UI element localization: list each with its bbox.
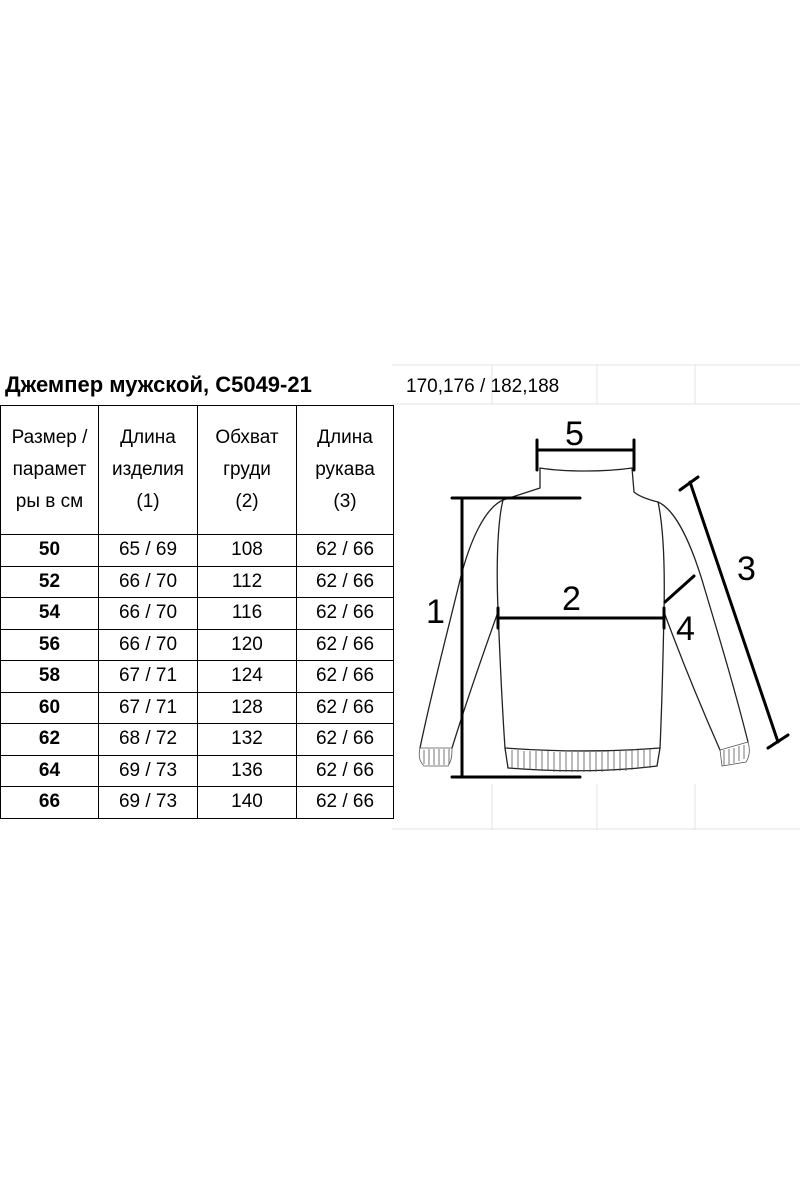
cell-chest: 108 — [198, 535, 297, 567]
cell-length: 69 / 73 — [99, 787, 198, 819]
cell-length: 68 / 72 — [99, 724, 198, 756]
cell-length: 67 / 71 — [99, 692, 198, 724]
cell-size: 50 — [1, 535, 99, 567]
header-sleeve-line3: (3) — [333, 491, 357, 512]
cell-sleeve: 62 / 66 — [297, 629, 394, 661]
sleeve-length-line — [690, 482, 778, 742]
table-row — [1, 629, 394, 661]
cell-size: 62 — [1, 724, 99, 756]
header-chest-line1: Обхват — [215, 427, 279, 448]
cell-chest: 112 — [198, 566, 297, 598]
header-size-line3: ры в см — [15, 491, 84, 512]
cell-chest: 128 — [198, 692, 297, 724]
cell-size: 56 — [1, 629, 99, 661]
table-row — [1, 661, 394, 693]
cell-sleeve: 62 / 66 — [297, 755, 394, 787]
jumper-measurement-diagram — [400, 405, 800, 805]
cell-sleeve: 62 / 66 — [297, 787, 394, 819]
header-size-line1: Размер / — [11, 427, 88, 448]
cell-size: 66 — [1, 787, 99, 819]
header-length-line3: (1) — [136, 491, 160, 512]
header-sleeve-line2: рукава — [315, 459, 375, 480]
cell-chest: 120 — [198, 629, 297, 661]
cell-size: 58 — [1, 661, 99, 693]
header-chest-line2: груди — [223, 459, 271, 480]
header-chest — [198, 406, 297, 535]
measurement-lines — [452, 440, 788, 777]
label-3: 3 — [737, 550, 756, 588]
header-sleeve — [297, 406, 394, 535]
cell-length: 66 / 70 — [99, 566, 198, 598]
table-row — [1, 566, 394, 598]
table-row — [1, 598, 394, 630]
cuff-line — [665, 576, 694, 602]
cell-chest: 140 — [198, 787, 297, 819]
cell-sleeve: 62 / 66 — [297, 724, 394, 756]
table-header-row — [1, 406, 394, 535]
cell-chest: 132 — [198, 724, 297, 756]
cell-size: 60 — [1, 692, 99, 724]
header-chest-line3: (2) — [235, 491, 259, 512]
cell-chest: 136 — [198, 755, 297, 787]
cell-sleeve: 62 / 66 — [297, 566, 394, 598]
collar-left — [503, 468, 540, 500]
header-length — [99, 406, 198, 535]
table-row — [1, 724, 394, 756]
cell-sleeve: 62 / 66 — [297, 692, 394, 724]
header-sleeve-line1: Длина — [317, 427, 373, 448]
size-table — [0, 405, 394, 819]
product-title: Джемпер мужской, C5049-21 — [5, 372, 312, 397]
cell-sleeve: 62 / 66 — [297, 661, 394, 693]
table-row — [1, 755, 394, 787]
header-length-line2: изделия — [112, 459, 184, 480]
cell-size: 54 — [1, 598, 99, 630]
left-sleeve-inner — [452, 612, 498, 748]
table-row — [1, 787, 394, 819]
table-row — [1, 692, 394, 724]
label-5: 5 — [565, 415, 584, 453]
cell-sleeve: 62 / 66 — [297, 598, 394, 630]
cell-chest: 124 — [198, 661, 297, 693]
label-4: 4 — [676, 610, 695, 648]
right-sleeve-outer — [658, 502, 748, 742]
rib-hatching — [419, 742, 749, 772]
cell-length: 66 / 70 — [99, 629, 198, 661]
cell-length: 67 / 71 — [99, 661, 198, 693]
cell-chest: 116 — [198, 598, 297, 630]
header-length-line1: Длина — [120, 427, 176, 448]
hem-top — [505, 748, 660, 751]
header-size-line2: парамет — [12, 459, 87, 480]
cell-sleeve: 62 / 66 — [297, 535, 394, 567]
height-range-label: 170,176 / 182,188 — [406, 376, 560, 397]
cell-size: 64 — [1, 755, 99, 787]
table-row — [1, 535, 394, 567]
label-1: 1 — [426, 593, 445, 631]
cell-size: 52 — [1, 566, 99, 598]
label-2: 2 — [562, 580, 581, 618]
header-size — [1, 406, 99, 535]
cell-length: 69 / 73 — [99, 755, 198, 787]
cell-length: 66 / 70 — [99, 598, 198, 630]
cell-length: 65 / 69 — [99, 535, 198, 567]
